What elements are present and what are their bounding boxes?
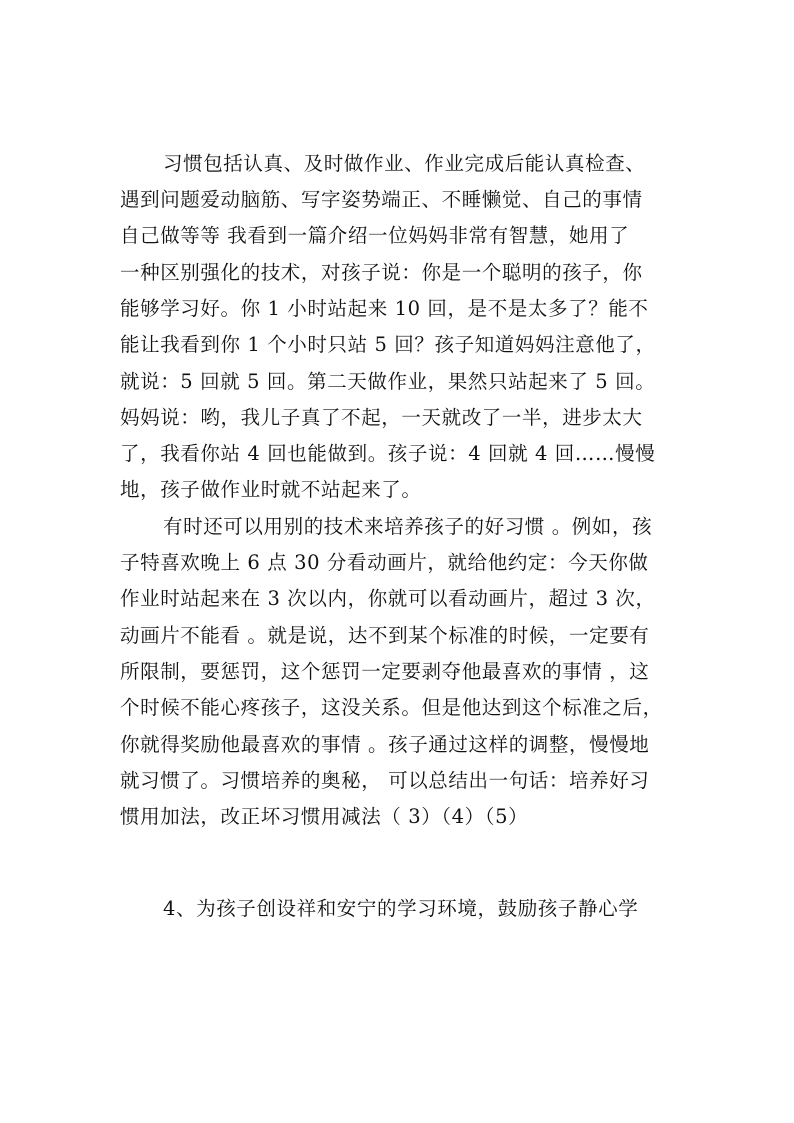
- paragraph-line: 你就得奖励他最喜欢的事情 。孩子通过这样的调整，慢慢地: [120, 733, 650, 756]
- paragraph-line: 惯用加法，改正坏习惯用减法（ 3）（4）（5）: [120, 805, 529, 828]
- section-heading: 4、为孩子创设祥和安宁的学习环境，鼓励孩子静心学: [163, 897, 639, 920]
- paragraph-line: 一种区别强化的技术，对孩子说：你是一个聪明的孩子，你: [120, 261, 643, 284]
- paragraph-line: 习惯包括认真、及时做作业、作业完成后能认真检查、: [163, 152, 646, 175]
- paragraph-line: 子特喜欢晚上 6 点 30 分看动画片，就给他约定：今天你做: [120, 551, 649, 574]
- paragraph-line: 作业时站起来在 3 次以内，你就可以看动画片，超过 3 次，: [120, 587, 656, 610]
- paragraph-line: 遇到问题爱动脑筋、写字姿势端正、不睡懒觉、自己的事情: [120, 188, 643, 211]
- paragraph-line: 地，孩子做作业时就不站起来了。: [120, 478, 422, 501]
- paragraph-line: 所限制，要惩罚，这个惩罚一定要剥夺他最喜欢的事情 ，这: [120, 660, 650, 683]
- paragraph-line: 能让我看到你 1 个小时只站 5 回？孩子知道妈妈注意他了，: [120, 333, 656, 356]
- paragraph-line: 个时候不能心疼孩子，这没关系。但是他达到这个标准之后，: [120, 696, 663, 719]
- paragraph-line: 了，我看你站 4 回也能做到。孩子说：4 回就 4 回……慢慢: [120, 442, 656, 465]
- paragraph-line: 有时还可以用别的技术来培养孩子的好习惯 。例如，孩: [163, 515, 653, 538]
- paragraph-line: 自己做等等 我看到一篇介绍一位妈妈非常有智慧，她用了: [120, 224, 630, 247]
- paragraph-line: 妈妈说：哟，我儿子真了不起，一天就改了一半，进步太大: [120, 406, 643, 429]
- paragraph-line: 就说：5 回就 5 回。第二天做作业，果然只站起来了 5 回。: [120, 370, 656, 393]
- paragraph-line: 就习惯了。习惯培养的奥秘， 可以总结出一句话：培养好习: [120, 769, 650, 792]
- paragraph-line: 能够学习好。你 1 小时站起来 10 回，是不是太多了？能不: [120, 297, 649, 320]
- paragraph-line: 动画片不能看 。就是说，达不到某个标准的时候，一定要有: [120, 624, 650, 647]
